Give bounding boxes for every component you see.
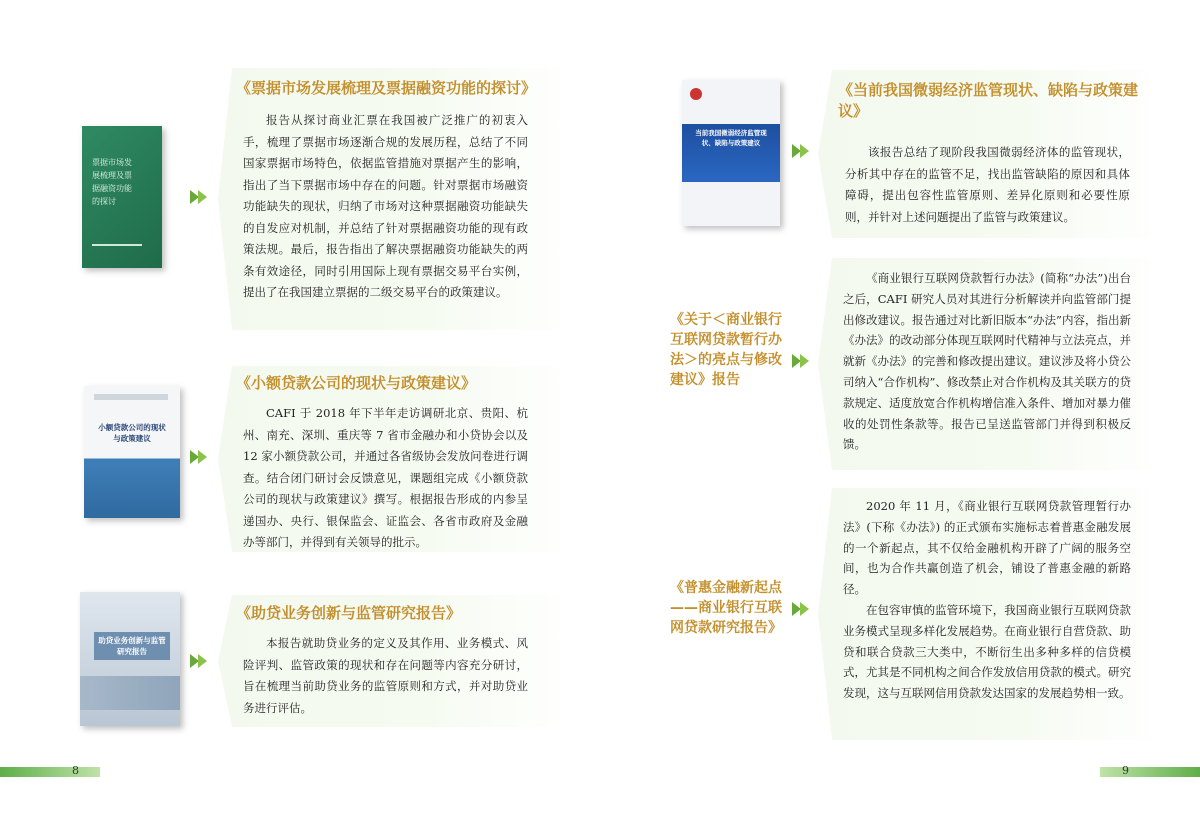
book-cover-bill-market: [82, 126, 162, 268]
book-cover-microloan: [84, 386, 180, 518]
book-cover-title: 助贷业务创新与监管研究报告: [94, 632, 170, 660]
section-paragraph: 《商业银行互联网贷款暂行办法》(简称“办法”)出台之后，CAFI 研究人员对其进行分析解读并向监管部门提出修改建议。报告通过对比新旧版本“办法”内容，指出新《办法》的改动部分体现互联网时代精神与立法亮点，并就新《办法》的完善和修改提出建议。建议涉及将小贷公司纳入“合作机构”、修改禁止对合作机构及其关联方的贷款规定、适度放宽合作机构增信准入条件、增加对暴力催收的处罚性条款等。报告已呈送监管部门并得到积极反馈。: [843, 271, 1131, 452]
section-title: 《票据市场发展梳理及票据融资功能的探讨》: [236, 79, 537, 97]
section-paragraph: CAFI 于 2018 年下半年走访调研北京、贵阳、杭州、南充、深圳、重庆等 7 省市金融办和小贷协会以及 12 家小额贷款公司，并通过各省级协会发放问卷进行调查。结合闭门研讨会反馈意见，课题组完成《小额贷款公司的现状与政策建议》撰写。根据报告形成的内参呈递国办、央行、银保监会、证监会、各省市政府及金融办等部门，并得到有关领导的批示。: [243, 406, 528, 549]
page-number: 8: [72, 764, 79, 777]
book-cover-skyline: [80, 676, 180, 710]
arrow-icon: [792, 352, 816, 370]
seal-icon: [690, 88, 702, 100]
arrow-icon: [792, 600, 816, 618]
section-paragraph: 在包容审慎的监管环境下，我国商业银行互联网贷款业务模式呈现多样化发展趋势。在商业银行自营贷款、助贷和联合贷款三大类中，不断衍生出多种多样的信贷模式，尤其是不同机构之间合作发放信用贷款的模式。研究发现，这与互联网信用贷款发达国家的发展趋势相一致。: [843, 602, 1131, 701]
section-paragraph: 报告从探讨商业汇票在我国被广泛推广的初衷入手，梳理了票据市场逐渐合规的发展历程，总结了不同国家票据市场特色，依据监管措施对票据产生的影响，指出了当下票据市场中存在的问题。针对票据市场融资功能缺失的现状，归纳了市场对这种票据融资功能缺失的自发应对机制，并总结了针对票据融资功能的现有政策法规。最后，报告指出了解决票据融资功能缺失的两条有效途径，同时引用国际上现有票据交易平台实例，提出了在我国建立票据的二级交易平台的政策建议。: [243, 113, 528, 299]
footer-bar: [1100, 767, 1200, 777]
side-title: 《关于＜商业银行互联网贷款暂行办法＞的亮点与修改建议》报告: [670, 312, 782, 388]
section-body: [243, 403, 528, 554]
section-body: [843, 268, 1131, 455]
section-title: 《助贷业务创新与监管研究报告》: [236, 604, 462, 622]
arrow-icon: [792, 142, 816, 160]
section-paragraph: 2020 年 11 月，《商业银行互联网贷款管理暂行办法》(下称《办法》) 的正式颁布实施标志着普惠金融发展的一个新起点，其不仅给金融机构开辟了广阔的服务空间，也为合作共赢创造了机会，铺设了普惠金融的新路径。: [843, 499, 1131, 597]
section-body: [243, 633, 528, 719]
arrow-icon: [190, 652, 214, 670]
footer-bar: [0, 767, 100, 777]
book-cover-assisted-lending: [80, 592, 180, 726]
arrow-icon: [190, 448, 214, 466]
section-paragraph: 本报告就助贷业务的定义及其作用、业务模式、风险评判、监管政策的现状和存在问题等内容充分研讨，旨在梳理当前助贷业务的监管原则和方式，并对助贷业务进行评估。: [243, 636, 528, 715]
page-number: 9: [1122, 764, 1129, 777]
book-cover-logo-bar: [94, 394, 168, 400]
book-cover-micro-economy: [682, 80, 780, 226]
book-cover-title: 票据市场发展梳理及票据融资功能的探讨: [92, 158, 132, 206]
section-title: 《当前我国微弱经济监管现状、缺陷与政策建议》: [838, 81, 1139, 120]
arrow-icon: [190, 188, 214, 206]
section-body: [845, 142, 1130, 228]
section-body: [843, 496, 1131, 704]
book-cover-title: 小额贷款公司的现状与政策建议: [98, 423, 166, 443]
section-paragraph: 该报告总结了现阶段我国微弱经济体的监管现状，分析其中存在的监管不足，找出监管缺陷的原因和具体障碍，提出包容性监管原则、差异化原则和必要性原则，并针对上述问题提出了监管与政策建议。: [845, 145, 1130, 224]
section-title: 《小额贷款公司的现状与政策建议》: [236, 374, 477, 392]
book-cover-title: 当前我国微弱经济监管现状、缺陷与政策建议: [695, 129, 767, 147]
side-title: 《普惠金融新起点——商业银行互联网贷款研究报告》: [670, 580, 782, 636]
section-body: [243, 110, 528, 304]
book-cover-line: [92, 244, 142, 246]
